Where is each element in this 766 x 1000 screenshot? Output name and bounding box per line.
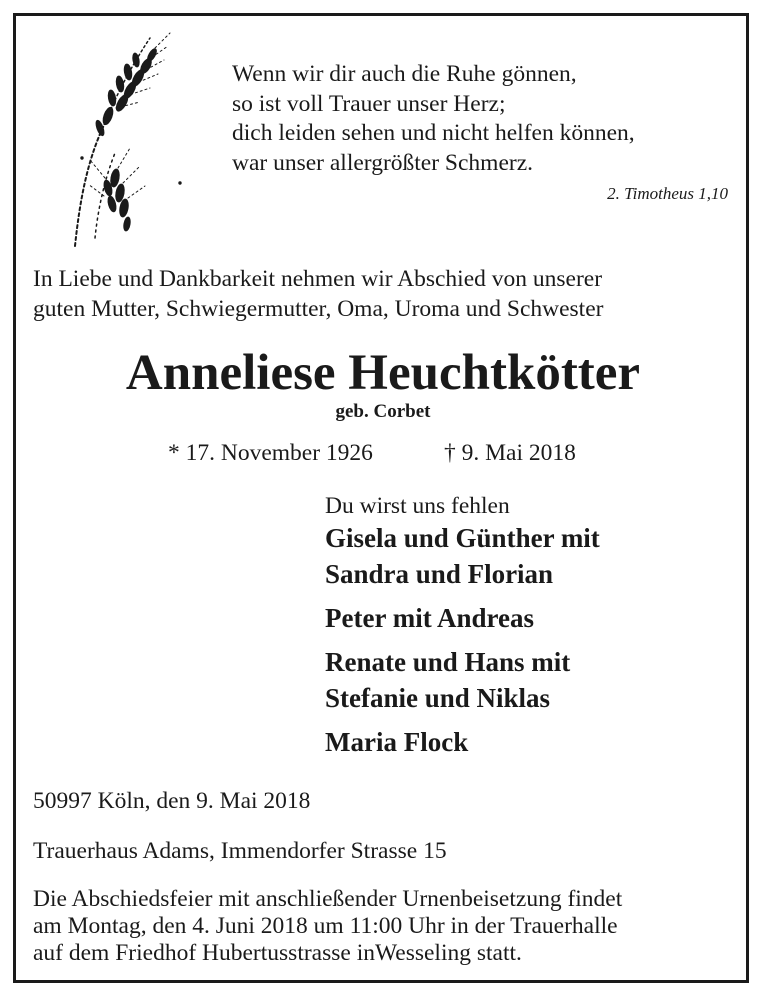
mourners-intro: Du wirst uns fehlen <box>325 493 510 519</box>
poem-line: war unser allergrößter Schmerz. <box>232 149 534 176</box>
intro-line: In Liebe und Dankbarkeit nehmen wir Abschied von unserer <box>33 266 603 292</box>
funeral-home: Trauerhaus Adams, Immendorfer Strasse 15 <box>33 838 447 864</box>
verse-reference: 2. Timotheus 1,10 <box>607 184 728 203</box>
mourner-line: Renate und Hans mit <box>325 647 571 677</box>
ceremony-line: am Montag, den 4. Juni 2018 um 11:00 Uhr in der Trauerhalle <box>33 913 618 939</box>
poem-line: Wenn wir dir auch die Ruhe gönnen, <box>232 61 577 87</box>
mourner-line: Stefanie und Niklas <box>325 683 551 713</box>
birth-date: * 17. November 1926 <box>168 440 373 466</box>
mourners <box>325 492 745 760</box>
mourner-line: Sandra und Florian <box>325 559 554 589</box>
ceremony-line: auf dem Friedhof Hubertusstrasse inWesseling statt. <box>33 940 522 966</box>
ceremony-line: Die Abschiedsfeier mit anschließender Urnenbeisetzung findet <box>33 886 623 912</box>
place-date: 50997 Köln, den 9. Mai 2018 <box>33 788 311 814</box>
intro-text <box>33 264 743 324</box>
deceased-name: Anneliese Heuchtkötter <box>125 345 641 401</box>
mourner-line: Gisela und Günther mit <box>325 523 600 553</box>
mourner-line: Peter mit Andreas <box>325 603 534 633</box>
intro-line: guten Mutter, Schwiegermutter, Oma, Uroma und Schwester <box>33 296 604 322</box>
maiden-name: geb. Corbet <box>335 401 431 422</box>
mourner-line: Maria Flock <box>325 727 469 757</box>
poem-line: dich leiden sehen und nicht helfen können, <box>232 120 635 146</box>
poem-line: so ist voll Trauer unser Herz; <box>232 90 506 117</box>
death-date: † 9. Mai 2018 <box>444 440 576 466</box>
ceremony-info <box>33 886 743 967</box>
poem <box>232 60 732 178</box>
wheat-icon <box>60 28 190 253</box>
